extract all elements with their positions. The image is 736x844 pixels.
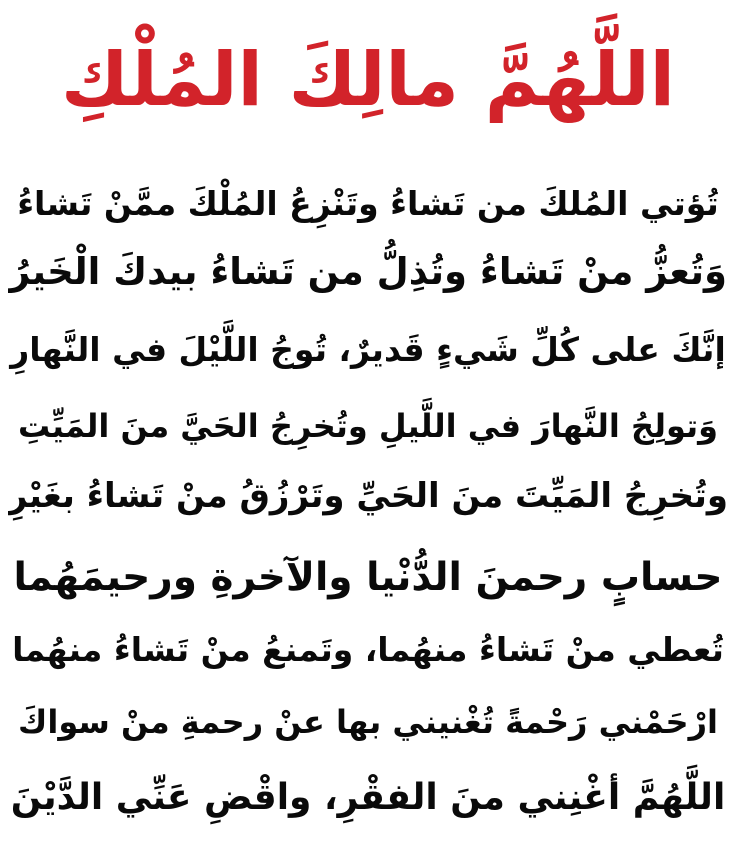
prayer-line-8: ارْحَمْني رَحْمةً تُغْنيني بها عنْ رحمةِ منْ سواكَ	[18, 703, 718, 741]
prayer-line-3: إنَّكَ على كُلِّ شَيءٍ قَديرٌ، تُوجُ اللَّيْلَ في النَّهارِ	[10, 330, 726, 369]
prayer-line-5: وتُخرِجُ المَيِّتَ منَ الحَيِّ وتَرْزُقُ منْ تَشاءُ بغَيْرِ	[8, 476, 728, 516]
prayer-title: اللَّهُمَّ مالِكَ المُلْكِ	[61, 37, 675, 123]
prayer-line-9: اللَّهُمَّ أغْنِني منَ الفقْرِ، واقْضِ عَنِّي الدَّيْنَ	[10, 777, 726, 818]
prayer-line-4: وَتولِجُ النَّهارَ في اللَّيلِ وتُخرِجُ الحَيَّ منَ المَيِّتِ	[18, 407, 718, 445]
prayer-line-2: وَتُعزُّ منْ تَشاءُ وتُذِلُّ من تَشاءُ بيدكَ الْخَيرُ	[8, 250, 728, 293]
prayer-line-1: تُؤتي المُلكَ من تَشاءُ وتَنْزِعُ المُلْكَ ممَّنْ تَشاءُ	[17, 184, 719, 223]
prayer-line-6: حسابٍ رحمنَ الدُّنْيا والآخرةِ ورحيمَهُما	[13, 555, 723, 600]
prayer-line-7: تُعطي منْ تَشاءُ منهُما، وتَمنعُ منْ تَشاءُ منهُما	[12, 630, 724, 669]
